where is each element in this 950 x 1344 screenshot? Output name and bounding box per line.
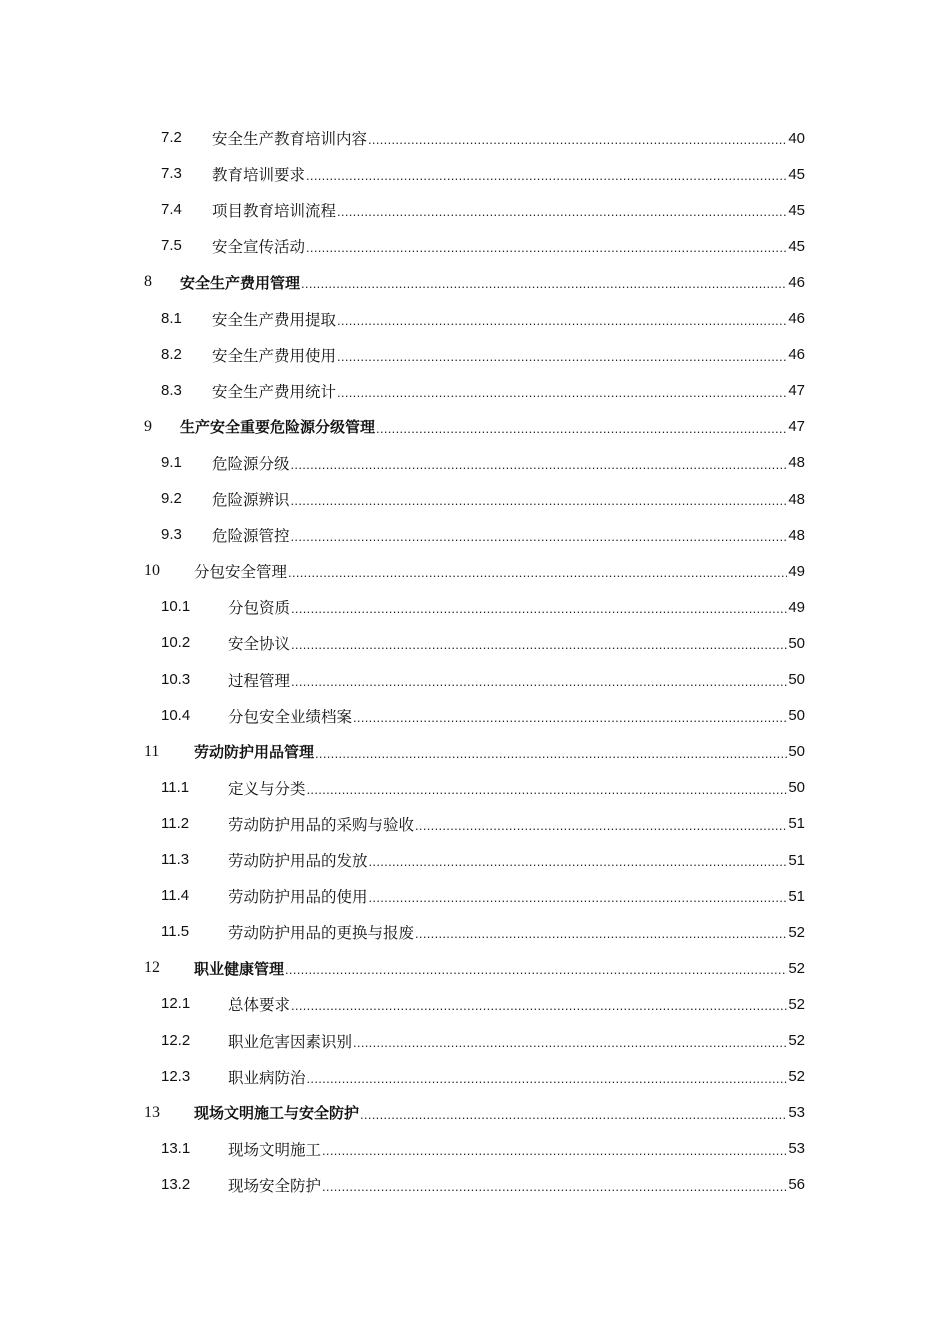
toc-entry-title: 现场文明施工 [228, 1140, 322, 1159]
dot-leader [288, 553, 787, 589]
toc-entry-number: 11.2 [161, 814, 190, 832]
dot-leader [307, 770, 788, 806]
toc-entry[interactable] [0, 1131, 950, 1167]
dot-leader [322, 1167, 787, 1203]
toc-entry-number: 8.1 [161, 309, 182, 327]
dot-leader [360, 1095, 787, 1131]
dot-leader [291, 625, 787, 661]
dot-leader [369, 878, 788, 914]
toc-entry-title: 定义与分类 [228, 779, 306, 798]
toc-entry-page-number: 50 [788, 707, 805, 725]
toc-entry-title: 安全生产费用管理 [180, 273, 301, 292]
toc-entry-page-number: 46 [788, 346, 805, 364]
toc-entry[interactable] [0, 481, 950, 517]
toc-entry-number: 9.1 [161, 453, 182, 471]
toc-entry-title: 职业危害因素识别 [228, 1032, 353, 1051]
dot-leader [301, 264, 787, 300]
dot-leader [337, 337, 787, 373]
toc-entry[interactable] [0, 1023, 950, 1059]
toc-entry-title: 职业病防治 [228, 1068, 306, 1087]
toc-entry-number: 12 [144, 959, 160, 977]
toc-entry-number: 7.5 [161, 237, 182, 255]
toc-entry-title: 劳动防护用品的发放 [228, 852, 368, 870]
toc-entry-title: 分包资质 [228, 599, 291, 618]
dot-leader [337, 373, 787, 409]
toc-entry-page-number: 49 [788, 562, 805, 580]
toc-entry-page-number: 48 [788, 454, 805, 472]
dot-leader [353, 698, 787, 734]
dot-leader [322, 1131, 787, 1167]
toc-entry-number: 8.3 [161, 381, 182, 399]
toc-entry[interactable] [0, 409, 950, 445]
dot-leader [415, 806, 787, 842]
toc-entry-page-number: 52 [788, 1032, 805, 1049]
toc-entry-title: 危险源辨识 [212, 491, 290, 509]
dot-leader [415, 914, 787, 950]
toc-entry-title: 分包安全业绩档案 [228, 707, 353, 726]
toc-entry-title: 项目教育培训流程 [212, 202, 337, 221]
toc-entry-number: 12.1 [161, 995, 191, 1013]
toc-entry-number: 7.2 [161, 129, 182, 146]
toc-entry[interactable] [0, 1095, 950, 1131]
toc-entry-page-number: 45 [788, 237, 805, 255]
toc-entry-number: 8 [144, 273, 152, 291]
toc-entry-title: 劳动防护用品的更换与报废 [228, 924, 415, 943]
toc-entry[interactable] [0, 589, 950, 625]
toc-entry-title: 安全生产教育培训内容 [212, 130, 368, 148]
toc-entry-page-number: 50 [788, 634, 805, 652]
toc-entry[interactable] [0, 806, 950, 842]
toc-entry-page-number: 48 [788, 490, 805, 508]
toc-entry-title: 教育培训要求 [212, 166, 306, 185]
toc-entry[interactable] [0, 734, 950, 770]
toc-entry-number: 8.2 [161, 345, 182, 363]
toc-entry-page-number: 49 [788, 598, 805, 616]
toc-entry-number: 12.3 [161, 1067, 191, 1085]
dot-leader [369, 842, 788, 878]
dot-leader [376, 409, 787, 445]
toc-entry-number: 10.2 [161, 634, 191, 652]
dot-leader [307, 1059, 788, 1095]
toc-entry-number: 9.2 [161, 490, 182, 507]
dot-leader [291, 517, 788, 553]
toc-entry[interactable] [0, 698, 950, 734]
toc-entry-page-number: 53 [788, 1140, 805, 1158]
dot-leader [353, 1023, 787, 1059]
toc-entry-page-number: 46 [788, 273, 805, 291]
toc-entry-page-number: 50 [788, 743, 805, 761]
toc-entry-number: 13.1 [161, 1139, 191, 1157]
toc-entry-page-number: 40 [788, 129, 805, 147]
toc-entry-number: 7.4 [161, 201, 182, 219]
dot-leader [315, 734, 787, 770]
toc-entry[interactable] [0, 264, 950, 300]
toc-entry[interactable] [0, 770, 950, 806]
toc-entry-number: 11.5 [161, 923, 190, 941]
toc-entry-title: 现场文明施工与安全防护 [194, 1104, 360, 1123]
dot-leader [291, 986, 787, 1022]
toc-entry-page-number: 52 [788, 995, 805, 1013]
dot-leader [291, 445, 788, 481]
toc-entry-number: 10 [144, 562, 160, 580]
dot-leader [285, 950, 787, 986]
toc-entry[interactable] [0, 301, 950, 337]
toc-entry-title: 安全生产费用使用 [212, 346, 337, 365]
dot-leader [291, 481, 788, 517]
toc-entry-title: 危险源分级 [212, 454, 290, 473]
toc-entry[interactable] [0, 120, 950, 156]
toc-entry[interactable] [0, 337, 950, 373]
toc-entry-page-number: 52 [788, 923, 805, 941]
toc-entry-number: 11 [144, 742, 160, 760]
toc-entry-title: 劳动防护用品管理 [194, 743, 315, 762]
toc-entry-title: 总体要求 [228, 996, 291, 1015]
dot-leader [337, 192, 787, 228]
toc-entry-number: 10.4 [161, 706, 191, 724]
toc-entry-page-number: 51 [788, 815, 805, 833]
toc-entry-title: 安全宣传活动 [212, 238, 306, 257]
toc-entry-title: 过程管理 [228, 671, 291, 690]
toc-entry-page-number: 45 [788, 165, 805, 183]
toc-entry-page-number: 56 [788, 1176, 805, 1194]
toc-entry-number: 10.1 [161, 598, 191, 616]
toc-entry[interactable] [0, 373, 950, 409]
toc-entry[interactable] [0, 950, 950, 986]
toc-entry-number: 10.3 [161, 670, 191, 688]
toc-entry[interactable] [0, 228, 950, 264]
toc-entry-page-number: 52 [788, 1068, 805, 1086]
toc-entry-title: 分包安全管理 [194, 563, 288, 582]
toc-entry-page-number: 53 [788, 1104, 805, 1122]
toc-entry-title: 安全生产费用统计 [212, 382, 337, 401]
toc-entry[interactable] [0, 156, 950, 192]
toc-entry-number: 11.3 [161, 851, 190, 868]
toc-entry-title: 劳动防护用品的采购与验收 [228, 815, 415, 834]
toc-entry[interactable] [0, 517, 950, 553]
toc-entry-number: 11.1 [161, 778, 190, 796]
toc-entry-title: 危险源管控 [212, 527, 290, 546]
dot-leader [368, 120, 787, 156]
toc-entry[interactable] [0, 878, 950, 914]
dot-leader [337, 301, 787, 337]
toc-entry-title: 安全生产费用提取 [212, 310, 337, 329]
toc-entry-number: 13 [144, 1103, 160, 1121]
dot-leader [306, 156, 787, 192]
toc-entry-number: 12.2 [161, 1031, 191, 1049]
toc-entry-page-number: 52 [788, 959, 805, 977]
toc-entry-page-number: 47 [788, 418, 805, 436]
toc-entry-number: 7.3 [161, 165, 182, 183]
toc-entry[interactable] [0, 553, 950, 589]
toc-entry-page-number: 51 [788, 887, 805, 905]
dot-leader [291, 589, 787, 625]
toc-entry-page-number: 45 [788, 201, 805, 219]
toc-entry[interactable] [0, 914, 950, 950]
toc-entry[interactable] [0, 662, 950, 698]
toc-entry-title: 生产安全重要危险源分级管理 [180, 418, 376, 437]
toc-entry[interactable] [0, 1059, 950, 1095]
toc-entry-number: 9 [144, 417, 152, 435]
dot-leader [291, 662, 787, 698]
toc-entry[interactable] [0, 625, 950, 661]
toc-entry-page-number: 48 [788, 526, 805, 544]
toc-entry-title: 劳动防护用品的使用 [228, 888, 368, 907]
toc-entry-page-number: 50 [788, 779, 805, 797]
toc-entry[interactable] [0, 1167, 950, 1203]
toc-entry-page-number: 50 [788, 671, 805, 688]
toc-entry-page-number: 51 [788, 851, 805, 869]
toc-entry-page-number: 47 [788, 382, 805, 400]
toc-entry-number: 9.3 [161, 526, 182, 544]
toc-entry[interactable] [0, 842, 950, 878]
toc-entry[interactable] [0, 192, 950, 228]
toc-entry-title: 职业健康管理 [194, 959, 285, 978]
dot-leader [306, 228, 787, 264]
toc-entry-page-number: 46 [788, 310, 805, 327]
toc-entry-number: 13.2 [161, 1175, 191, 1193]
toc-entry-title: 安全协议 [228, 635, 291, 654]
toc-entry[interactable] [0, 986, 950, 1022]
toc-entry-number: 11.4 [161, 887, 190, 905]
toc-entry[interactable] [0, 445, 950, 481]
toc-entry-title: 现场安全防护 [228, 1176, 322, 1195]
